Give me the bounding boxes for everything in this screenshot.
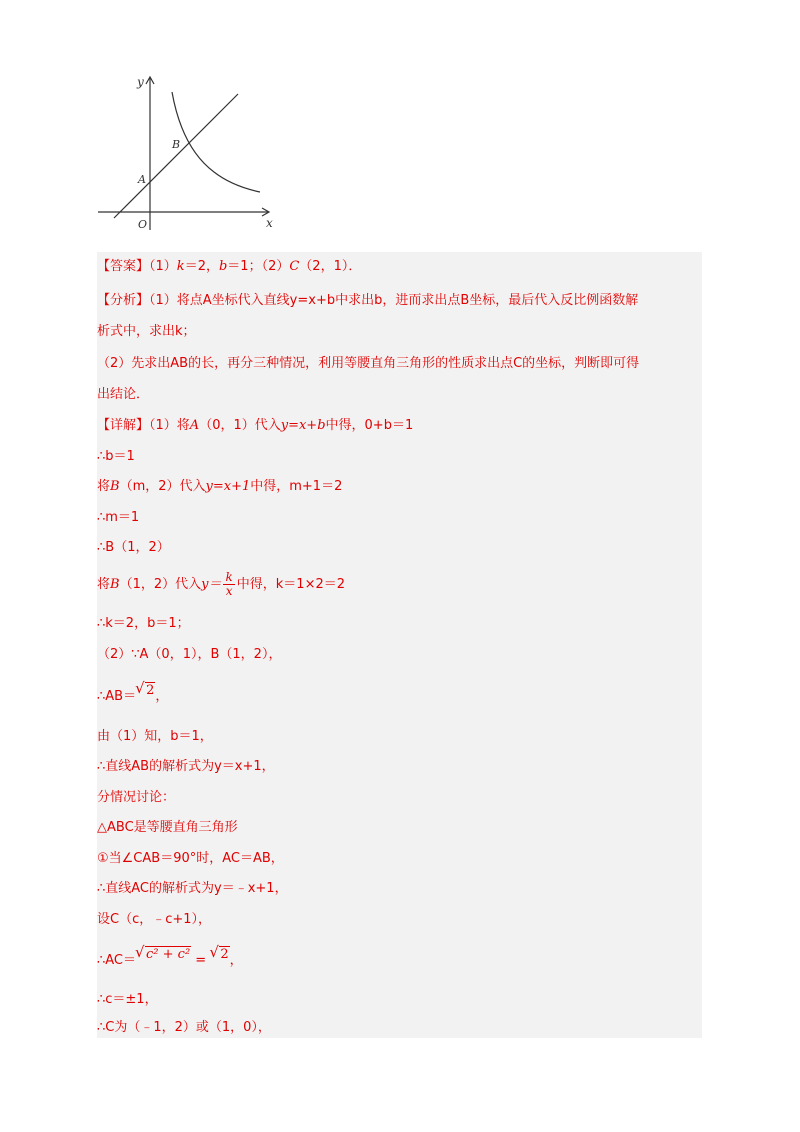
detail-line-13 bbox=[97, 818, 238, 838]
sqrt-c2-c2 bbox=[136, 944, 191, 966]
detail-line-6 bbox=[97, 568, 345, 602]
detail-line-3 bbox=[97, 477, 342, 497]
analysis-text-3: （2）先求出AB的长，再分三种情况，利用等腰直角三角形的性质求出点C的坐标，判断即可得 bbox=[97, 356, 640, 371]
detail-text-6c: 中得，k＝1×2＝2 bbox=[236, 577, 345, 592]
answer-text-3: ＝1；（2） bbox=[227, 259, 290, 274]
detail-line-1 bbox=[97, 416, 413, 436]
detail-text-9a: ∴AB＝ bbox=[97, 689, 137, 704]
line-ab bbox=[114, 94, 238, 218]
detail-text-3b: （m，2）代入 bbox=[119, 479, 206, 494]
detail-text-6a: 将 bbox=[97, 577, 111, 592]
answer-c: C bbox=[289, 259, 300, 274]
analysis-text-4: 出结论． bbox=[97, 387, 150, 402]
answer-text-2: ＝2， bbox=[184, 259, 219, 274]
detail-text-3a: 将 bbox=[97, 479, 111, 494]
answer-b: b bbox=[218, 259, 228, 274]
answer-text-4: （2，1）． bbox=[299, 259, 362, 274]
analysis-line-4 bbox=[97, 385, 149, 405]
fraction-denominator: x bbox=[225, 584, 233, 598]
detail-line-15 bbox=[97, 879, 288, 899]
analysis-line-1 bbox=[97, 291, 638, 311]
detail-text-1c: 中得，0+b＝1 bbox=[325, 418, 414, 433]
detail-point-b-2: B bbox=[110, 577, 120, 592]
sqrt-radicand: 2 bbox=[146, 683, 155, 698]
detail-text-13: △ABC是等腰直角三角形 bbox=[97, 820, 238, 835]
detail-text-1b: （0，1）代入 bbox=[199, 418, 281, 433]
answer-k: k bbox=[176, 259, 185, 274]
detail-line-10 bbox=[97, 727, 213, 747]
sqrt-2-second bbox=[210, 944, 229, 966]
fraction-k-over-x bbox=[223, 571, 234, 598]
sqrt-2 bbox=[136, 680, 155, 702]
detail-equals: = bbox=[191, 953, 211, 968]
sqrt-radicand-2: 2 bbox=[220, 947, 229, 962]
answer-line bbox=[97, 257, 361, 277]
detail-text-7: ∴k＝2，b＝1； bbox=[97, 616, 190, 631]
detail-text-3c: 中得，m+1＝2 bbox=[250, 479, 343, 494]
analysis-line-3 bbox=[97, 354, 639, 374]
sqrt-radicand-c: c² + c² bbox=[146, 947, 191, 962]
detail-text-17a: ∴AC＝ bbox=[97, 953, 137, 968]
detail-text-14: ①当∠CAB＝90°时，AC＝AB， bbox=[97, 851, 284, 866]
detail-eq-1: y=x+b bbox=[280, 418, 326, 433]
detail-text-5: ∴B（1，2） bbox=[97, 540, 170, 555]
analysis-text-2: 析式中，求出k； bbox=[97, 324, 196, 339]
detail-line-11 bbox=[97, 757, 275, 777]
graph-figure bbox=[92, 70, 282, 240]
analysis-tag: 【分析】 bbox=[97, 293, 150, 308]
y-axis-label: y bbox=[137, 75, 144, 89]
detail-line-8 bbox=[97, 645, 281, 665]
answer-tag: 【答案】 bbox=[97, 259, 150, 274]
x-axis-label: x bbox=[266, 216, 273, 230]
detail-line-4 bbox=[97, 508, 139, 528]
answer-text-1: （1） bbox=[149, 259, 177, 274]
detail-text-17b: ， bbox=[229, 953, 243, 968]
detail-line-14 bbox=[97, 849, 284, 869]
detail-text-2: ∴b＝1 bbox=[97, 449, 135, 464]
origin-label: O bbox=[138, 218, 148, 231]
point-b-label: B bbox=[172, 138, 181, 151]
detail-text-8: （2）∵A（0，1），B（1，2）， bbox=[97, 647, 282, 662]
detail-line-17 bbox=[97, 944, 243, 972]
point-a-label: A bbox=[138, 173, 146, 186]
analysis-text-1: （1）将点A坐标代入直线y=x+b中求出b，进而求出点B坐标，最后代入反比例函数解 bbox=[149, 293, 639, 308]
detail-line-7 bbox=[97, 614, 190, 634]
detail-text-10: 由（1）知，b＝1， bbox=[97, 729, 213, 744]
analysis-line-2 bbox=[97, 322, 196, 342]
detail-text-12: 分情况讨论： bbox=[97, 790, 176, 805]
hyperbola-curve bbox=[172, 92, 260, 192]
detail-point-a: A bbox=[189, 418, 200, 433]
detail-text-9b: ， bbox=[155, 689, 169, 704]
detail-text-4: ∴m＝1 bbox=[97, 510, 140, 525]
detail-line-9 bbox=[97, 680, 168, 708]
fraction-numerator: k bbox=[225, 570, 233, 584]
detail-text-6b: （1，2）代入 bbox=[119, 577, 202, 592]
detail-line-19 bbox=[97, 1018, 271, 1038]
detail-text-18: ∴c＝±1， bbox=[97, 992, 158, 1007]
detail-line-2 bbox=[97, 447, 135, 467]
detail-line-18 bbox=[97, 990, 158, 1010]
detail-text-15: ∴直线AC的解析式为y＝﹣x+1， bbox=[97, 881, 288, 896]
detail-line-16 bbox=[97, 910, 211, 930]
detail-text-11: ∴直线AB的解析式为y＝x+1， bbox=[97, 759, 275, 774]
detail-point-b: B bbox=[110, 479, 120, 494]
detail-tag: 【详解】 bbox=[97, 418, 150, 433]
detail-text-19: ∴C为（﹣1，2）或（1，0）， bbox=[97, 1020, 271, 1035]
detail-line-12 bbox=[97, 788, 175, 808]
detail-line-5 bbox=[97, 538, 170, 558]
detail-y-eq: y＝ bbox=[201, 577, 222, 592]
detail-text-16: 设C（c，﹣c+1）， bbox=[97, 912, 212, 927]
detail-text-1a: （1）将 bbox=[149, 418, 190, 433]
detail-eq-3: y=x+1 bbox=[205, 479, 251, 494]
